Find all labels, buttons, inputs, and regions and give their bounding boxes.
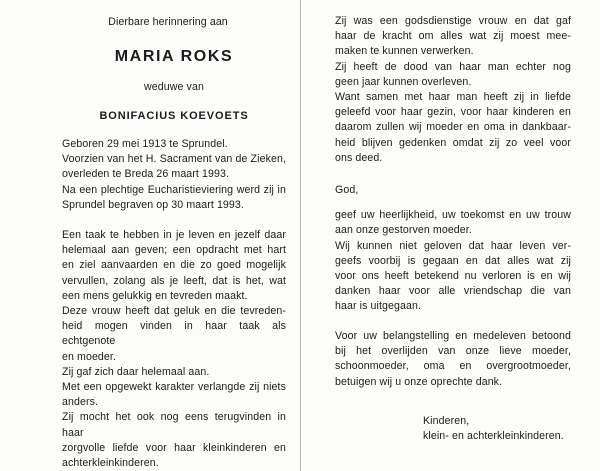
prayer-spacer [335, 198, 571, 208]
paragraph-line: anders. [62, 396, 99, 409]
paragraph-line: daarom zullen wij moeder en oma in dankbaar- [335, 121, 571, 134]
right-body-top [335, 14, 571, 166]
bio-block [62, 137, 286, 213]
prayer-line: danken haar voor alle vriendschap die van [335, 285, 571, 298]
paragraph-line: haar de kracht om alles wat zij moest mee- [335, 30, 571, 43]
prayer-line: Wij kunnen niet geloven dat haar leven ver- [335, 239, 571, 252]
paragraph-line: heid mogen vinden in haar taak als echtgenote [62, 320, 286, 348]
paragraph-line: geen jaar kunnen overleven. [335, 75, 472, 88]
prayer-line: God, [335, 184, 359, 196]
thanks-line: betuigen wij u onze oprechte dank. [335, 375, 503, 388]
paragraph-line: Zij was een godsdienstige vrouw en dat gaf [335, 15, 571, 27]
prayer-line: geef uw heerlijkheid, uw toekomst en uw trouw [335, 209, 571, 222]
paragraph-line: en moeder. [62, 350, 117, 363]
paragraph-line: en ziel aanvaarden en die zo goed mogelijk [62, 259, 286, 272]
paragraph-line: geleefd voor haar gezin, voor haar kinderen en [335, 106, 571, 119]
thanks-line: schoonmoeder, oma en overgrootmoeder, [335, 360, 571, 373]
signoff-line: klein- en achterkleinkinderen. [423, 430, 564, 443]
paragraph-line: maken te kunnen verwerken. [335, 45, 474, 58]
thanks-line: Voor uw belangstelling en medeleven betoond [335, 330, 571, 342]
paragraph-line: een mens gelukkig en tevreden maakt. [62, 289, 248, 302]
prayer-line: geefs voorbij is gegaan en dat alles wat zij [335, 254, 571, 267]
paragraph-line: helemaal aan geven; een opdracht met hart [62, 244, 286, 257]
paragraph-line: Zij gaf zich daar helemaal aan. [62, 365, 210, 378]
paragraph-line: Zij heeft de dood van haar man echter nog [335, 60, 571, 73]
thanks-block [335, 329, 571, 390]
paragraph-line: Deze vrouw heeft dat geluk en die tevreden- [62, 305, 286, 318]
paragraph-line: Want samen met haar man heeft zij in liefde [335, 91, 571, 104]
paragraph-line: Zij mocht het ook nog eens terugvinden in haar [62, 411, 286, 439]
husband-name: BONIFACIUS KOEVOETS [99, 110, 249, 122]
header-text: Dierbare herinnering aan [108, 16, 228, 28]
bio-line: Na een plechtige Eucharistieviering werd zij in [62, 183, 286, 196]
paragraph-line: zorgvolle liefde voor haar kleinkinderen en [62, 441, 286, 454]
bio-line: Sprundel begraven op 30 maart 1993. [62, 198, 244, 211]
left-body [62, 228, 286, 471]
paragraph-line: vervullen, zolang als je leeft, dat is het, wat [62, 274, 286, 287]
paragraph-line: Met een opgewekt karakter verlangde zij niets [62, 381, 286, 394]
paragraph-line: achterkleinkinderen. [62, 457, 159, 470]
bio-line: Geboren 29 mei 1913 te Sprundel. [62, 138, 228, 150]
prayer-line: aan onze gestorven moeder. [335, 224, 472, 237]
widow-of-text: weduwe van [144, 81, 204, 93]
bio-line: Voorzien van het H. Sacrament van de Zieken, [62, 153, 286, 166]
prayer-line: haar is uitgegaan. [335, 300, 422, 313]
deceased-name: MARIA ROKS [114, 48, 234, 65]
paragraph-line: heid blijven gedenken omdat zij zo veel voor [335, 136, 571, 149]
signoff-line: Kinderen, [423, 415, 470, 427]
prayer-block [335, 183, 571, 315]
paragraph-line: ons deed. [335, 151, 383, 164]
bio-line: overleden te Breda 26 maart 1993. [62, 168, 230, 181]
signoff-block [423, 414, 593, 444]
fold-divider [300, 0, 301, 471]
thanks-line: bij het overlijden van onze lieve moeder, [335, 345, 571, 358]
prayer-line: voor ons heeft betekend nu verloren is en wij [335, 270, 571, 283]
paragraph-line: Een taak te hebben in je leven en jezelf daar [62, 229, 286, 241]
